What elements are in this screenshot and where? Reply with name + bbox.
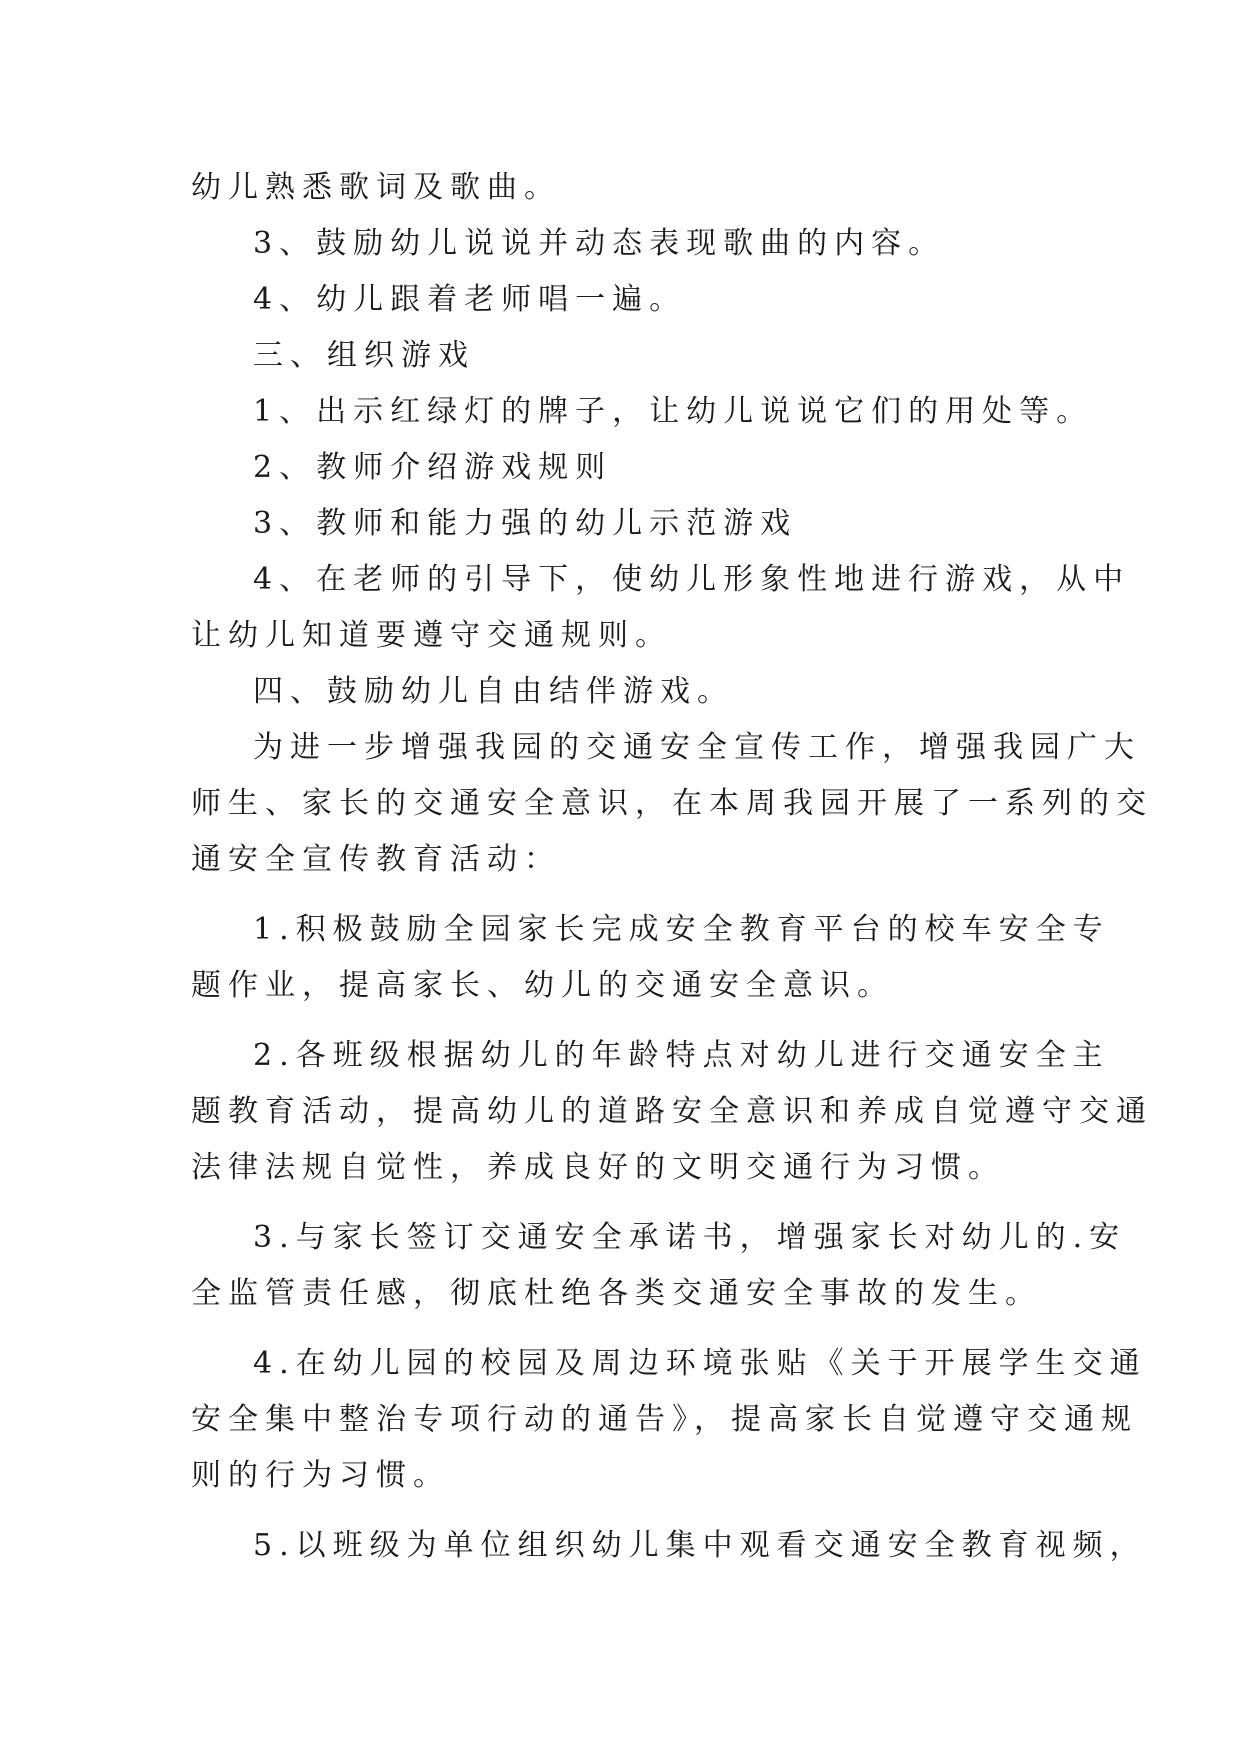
text-line: 全监管责任感，彻底杜绝各类交通安全事故的发生。: [191, 1276, 1042, 1311]
section-heading: 四、鼓励幼儿自由结伴游戏。: [253, 674, 734, 709]
text-line: 2.各班级根据幼儿的年龄特点对幼儿进行交通安全主: [253, 1038, 1110, 1073]
text-line: 让幼儿知道要遵守交通规则。: [191, 618, 672, 653]
text-line: 5.以班级为单位组织幼儿集中观看交通安全教育视频，: [253, 1528, 1147, 1563]
section-heading: 三、组织游戏: [253, 338, 475, 373]
text-line: 通安全宣传教育活动：: [191, 842, 561, 877]
text-line: 1、出示红绿灯的牌子，让幼儿说说它们的用处等。: [253, 394, 1094, 429]
text-line: 4.在幼儿园的校园及周边环境张贴《关于开展学生交通: [253, 1346, 1147, 1381]
text-line: 3.与家长签订交通安全承诺书，增强家长对幼儿的.安: [253, 1220, 1127, 1255]
text-line: 法律法规自觉性，养成良好的文明交通行为习惯。: [191, 1150, 1005, 1185]
text-line: 4、幼儿跟着老师唱一遍。: [253, 282, 687, 317]
text-line: 师生、家长的交通安全意识，在本周我园开展了一系列的交: [191, 786, 1153, 821]
document-body: [191, 160, 1153, 1574]
text-line: 幼儿熟悉歌词及歌曲。: [191, 170, 561, 205]
text-line: 1.积极鼓励全园家长完成安全教育平台的校车安全专: [253, 912, 1110, 947]
text-line: 安全集中整治专项行动的通告》，提高家长自觉遵守交通规: [191, 1402, 1138, 1437]
text-line: 题作业，提高家长、幼儿的交通安全意识。: [191, 968, 894, 1003]
text-line: 3、鼓励幼儿说说并动态表现歌曲的内容。: [253, 226, 946, 261]
text-line: 题教育活动，提高幼儿的道路安全意识和养成自觉遵守交通: [191, 1094, 1153, 1129]
text-line: 3、教师和能力强的幼儿示范游戏: [253, 506, 798, 541]
text-line: 2、教师介绍游戏规则: [253, 450, 613, 485]
text-line: 4、在老师的引导下，使幼儿形象性地进行游戏，从中: [253, 562, 1131, 597]
text-line: 为进一步增强我园的交通安全宣传工作，增强我园广大: [253, 730, 1141, 765]
text-line: 则的行为习惯。: [191, 1458, 450, 1493]
